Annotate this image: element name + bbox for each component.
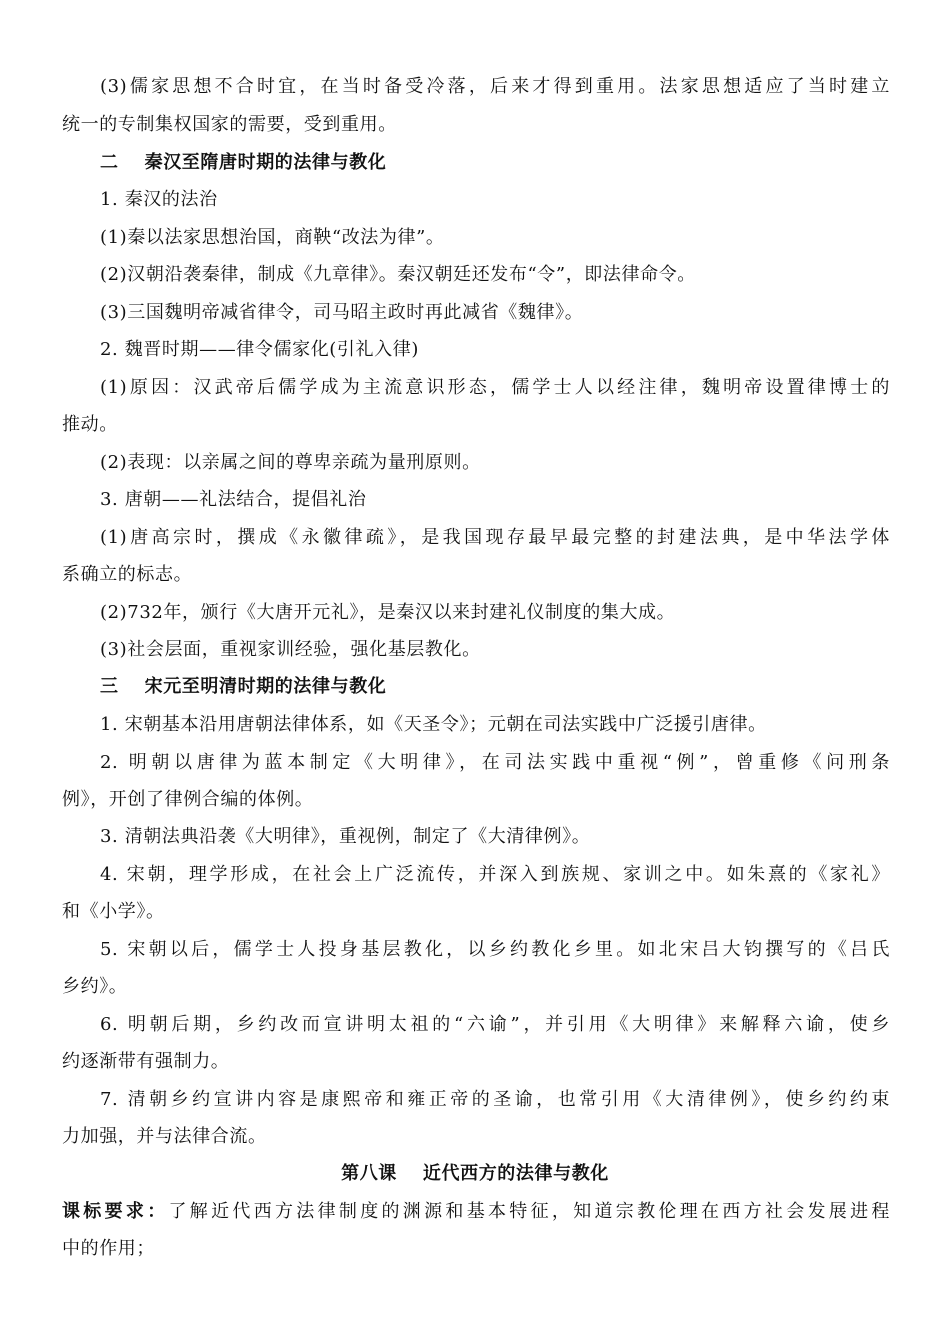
section-heading-2 bbox=[100, 150, 890, 176]
paragraph-line: (3)儒家思想不合时宜，在当时备受冷落，后来才得到重用。法家思想适应了当时建立 bbox=[100, 76, 890, 97]
list-item: (3)社会层面，重视家训经验，强化基层教化。 bbox=[100, 639, 481, 660]
list-item: (3)三国魏明帝减省律令，司马昭主政时再此减省《魏律》。 bbox=[100, 302, 584, 323]
list-item: 2. 明朝以唐律为蓝本制定《大明律》，在司法实践中重视“例”，曾重修《问刑条 bbox=[100, 752, 890, 773]
list-item: (1)唐高宗时，撰成《永徽律疏》，是我国现存最早最完整的封建法典，是中华法学体 bbox=[100, 527, 890, 548]
list-item: (1)秦以法家思想治国，商鞅“改法为律”。 bbox=[100, 227, 445, 248]
list-item: 5. 宋朝以后，儒学士人投身基层教化，以乡约教化乡里。如北宋吕大钧撰写的《吕氏 bbox=[100, 939, 890, 960]
lesson-name: 近代西方的法律与教化 bbox=[422, 1163, 609, 1184]
lesson-number: 第八课 bbox=[341, 1163, 397, 1184]
list-item: 3. 清朝法典沿袭《大明律》，重视例，制定了《大清律例》。 bbox=[100, 826, 591, 847]
list-item: 4. 宋朝，理学形成，在社会上广泛流传，并深入到族规、家训之中。如朱熹的《家礼》 bbox=[100, 864, 890, 885]
section-number: 三 bbox=[100, 676, 119, 697]
section-title: 秦汉至隋唐时期的法律与教化 bbox=[144, 152, 387, 173]
subheading: 1. 秦汉的法治 bbox=[100, 189, 218, 210]
subheading: 3. 唐朝——礼法结合，提倡礼治 bbox=[100, 489, 367, 510]
list-item-continued: 系确立的标志。 bbox=[62, 564, 193, 585]
paragraph-line: 统一的专制集权国家的需要，受到重用。 bbox=[62, 114, 397, 135]
subheading: 2. 魏晋时期——律令儒家化(引礼入律) bbox=[100, 339, 419, 360]
list-item-continued: 约逐渐带有强制力。 bbox=[62, 1051, 230, 1072]
list-item-continued: 乡约》。 bbox=[62, 976, 128, 997]
list-item-continued: 推动。 bbox=[62, 414, 118, 435]
list-item-continued: 力加强，并与法律合流。 bbox=[62, 1126, 267, 1147]
standard-text: 了解近代西方法律制度的渊源和基本特征，知道宗教伦理在西方社会发展进程 bbox=[168, 1201, 890, 1222]
list-item: (2)汉朝沿袭秦律，制成《九章律》。秦汉朝廷还发布“令”，即法律命令。 bbox=[100, 264, 696, 285]
section-heading-3 bbox=[100, 674, 890, 700]
lesson-title bbox=[0, 1161, 950, 1187]
standard-label: 课标要求： bbox=[62, 1201, 169, 1222]
list-item: (2)表现：以亲属之间的尊卑亲疏为量刑原则。 bbox=[100, 452, 481, 473]
list-item: 1. 宋朝基本沿用唐朝法律体系，如《天圣令》；元朝在司法实践中广泛援引唐律。 bbox=[100, 714, 767, 735]
list-item: 7. 清朝乡约宣讲内容是康熙帝和雍正帝的圣谕，也常引用《大清律例》，使乡约约束 bbox=[100, 1089, 890, 1110]
list-item-continued: 和《小学》。 bbox=[62, 901, 165, 922]
standard-requirement-line bbox=[62, 1199, 890, 1225]
list-item: (2)732年，颁行《大唐开元礼》，是秦汉以来封建礼仪制度的集大成。 bbox=[100, 602, 676, 623]
section-number: 二 bbox=[100, 152, 119, 173]
list-item: 6. 明朝后期，乡约改而宣讲明太祖的“六谕”，并引用《大明律》来解释六谕，使乡 bbox=[100, 1014, 890, 1035]
list-item: (1)原因：汉武帝后儒学成为主流意识形态，儒学士人以经注律，魏明帝设置律博士的 bbox=[100, 377, 890, 398]
list-item-continued: 例》，开创了律例合编的体例。 bbox=[62, 789, 314, 810]
section-title: 宋元至明清时期的法律与教化 bbox=[144, 676, 387, 697]
standard-requirement-line: 中的作用； bbox=[62, 1238, 155, 1259]
